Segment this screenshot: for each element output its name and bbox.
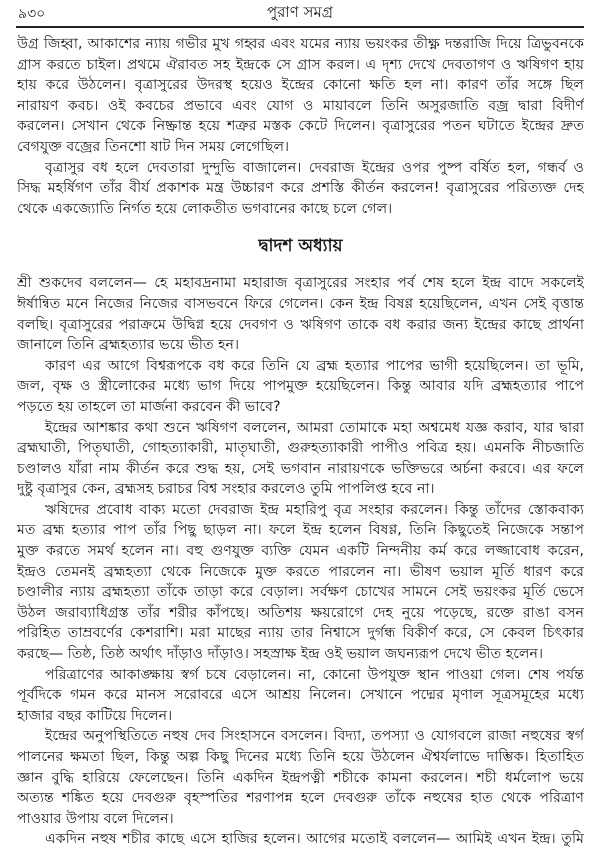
text-line: একদিন নহুষ শচীর কাছে এসে হাজির হলেন। আগের মতোই বললেন— আমিই এখন ইন্দ্র। তুমি [45,831,584,848]
text-line: ব্রহ্মঘাতী, পিতৃঘাতী, গোহত্যাকারী, মাতৃঘাতী, গুরুহত্যাকারী পাপীও পবিত্র হয়। এমনকি নীচজাতি [17,440,584,457]
text-line: সিদ্ধ মহর্ষিগণ তাঁর বীর্য প্রকাশক মন্ত্র উচ্চারণ করে প্রশস্তি কীর্তন করলেন! বৃত্রাসুরের পরিত্যক্ত দেহ [17,180,584,197]
text-line: হায় করে উঠলেন। বৃত্রাসুরের উদরস্থ হয়েও ইন্দ্রের কোনো ক্ষতি হল না। কারণ তাঁর সঙ্গে ছিল [17,77,584,94]
text-line: পরিত্রাণের আকাঙ্ক্ষায় স্বর্গ চষে বেড়ালেন। না, কোনো উপযুক্ত স্থান পাওয়া গেল। শেষ পর্যন্ত [45,666,584,683]
text-before-heading [17,34,584,219]
text-line: পূর্বদিকে গমন করে মানস সরোবরে এসে আশ্রয় নিলেন। সেখানে পদ্মের মৃণাল সূত্রসমূহের মধ্যে [17,687,584,704]
page-body [17,34,584,850]
text-line: বলছি। বৃত্রাসুরের পরাক্রমে উদ্বিগ্ন হয়ে দেবগণ ও ঋষিগণ তাকে বধ করার জন্য ইন্দ্রের কাছে প্রার্থনা [17,316,584,333]
text-line: উঠল জরাব্যাধিগ্রস্ত তাঁর শরীর কাঁপছে। অতিশয় ক্ষয়রোগে দেহ নুয়ে পড়েছে, রক্তে রাঙা বসন [17,604,584,621]
text-line: করলেন। সেখান থেকে নিষ্ক্রান্ত হয়ে শত্রুর মস্তক কেটে দিলেন। বৃত্রাসুরের পতন ঘটাতে ইন্দ্রের দ্রুত [17,118,584,135]
text-line: চণ্ডালও যাঁরা নাম কীর্তন করে শুদ্ধ হয়, সেই ভগবান নারায়ণকে ভক্তিভরে অর্চনা করবে। এর ফলে [17,460,584,477]
text-line: ইন্দ্রের আশঙ্কার কথা শুনে ঋষিগণ বললেন, আমরা তোমাকে মহা অশ্বমেধ যজ্ঞ করাব, যার দ্বারা [45,419,584,436]
text-after-heading [17,273,584,850]
text-line: কারণ এর আগে বিশ্বরূপকে বধ করে তিনি যে ব্রহ্ম হত্যার পাপের ভাগী হয়েছিলেন। তা ভূমি, [45,357,584,374]
text-line: হাজার বছর কাটিয়ে দিলেন। [17,707,173,724]
text-line: জল, বৃক্ষ ও স্ত্রীলোকের মধ্যে ভাগ দিয়ে পাপমুক্ত হয়েছিলেন। কিন্তু আবার যদি ব্রহ্মহত্যার পাপে [17,378,584,395]
text-line: পালনের ক্ষমতা ছিল, কিন্তু অল্প কিছু দিনের মধ্যে তিনি হয়ে উঠলেন ঐশ্বর্যলাভে দাম্ভিক। হিতাহিত [17,749,584,765]
text-line: চণ্ডালীর ন্যায় ব্রহ্মহত্যা তাঁকে তাড়া করে বেড়াল। সর্বক্ষণ চোখের সামনে সেই ভয়ংকর মূর্তি ভেসে [17,584,584,601]
text-line: বেগযুক্ত বজ্রের তিনশো ষাট দিন সময় লেগেছিল। [17,138,290,155]
page-number: ৯৩০ [18,6,46,22]
text-line: করছে— তিষ্ঠ, তিষ্ঠ অর্থাৎ দাঁড়াও দাঁড়াও। সহস্রাক্ষ ইন্দ্র ওই ভয়াল জঘন্যরূপ দেখে ভীত হলেন। [17,646,544,663]
running-header-title: পুরাণ সমগ্র [266,3,334,21]
text-line: গ্রাস করতে চাইল। প্রথমে ঐরাবত সহ ইন্দ্রকে সে গ্রাস করল। এ দৃশ্য দেখে দেবতাগণ ও ঋষিগণ হায় [17,56,584,73]
chapter-heading: দ্বাদশ অধ্যায় [258,236,343,257]
text-line: দুষ্টু বৃত্রাসুর কেন, ব্রহ্মসহ চরাচর বিশ্ব সংহার করলেও তুমি পাপলিপ্ত হবে না। [17,481,435,498]
header-rule [16,26,584,28]
text-line: শ্রী শুকদেব বললেন— হে মহাবদ্রনামা মহারাজ বৃত্রাসুরের সংহার পর্ব শেষ হলে ইন্দ্র বাদে সকলেই [17,275,584,292]
text-line: জ্ঞান বুদ্ধি হারিয়ে ফেলেছেন। তিনি একদিন ইন্দ্রপত্নী শচীকে কামনা করলেন। শচী ধর্মলোপ ভয়ে [17,769,584,786]
text-line: ইন্দ্রও তেমনই ব্রহ্মহত্যা থেকে নিজেকে মুক্ত করতে পারলেন না। ভীষণ ভয়াল মূর্তি ধারণ করে [17,563,584,580]
text-line: উগ্র জিহ্বা, আকাশের ন্যায় গভীর মুখ গহ্বর এবং যমের ন্যায় ভয়ংকর তীক্ষ্ণ দন্তরাজি দিয়ে ত্রিভুবনকে [17,36,584,52]
text-line: ইন্দ্রের অনুপস্থিতিতে নহুষ দেব সিংহাসনে বসলেন। বিদ্যা, তপস্যা ও যোগবলে রাজা নহুষের স্বর্গ [45,728,584,745]
text-line: নারায়ণ কবচ। ওই কবচের প্রভাবে এবং যোগ ও মায়াবলে তিনি অসুরজাতি বজ্র দ্বারা বিদীর্ণ [17,97,584,114]
text-line: বৃত্রাসুর বধ হলে দেবতারা দুন্দুভি বাজালেন। দেবরাজ ইন্দ্রের ওপর পুষ্প বর্ষিত হল, গন্ধর্ব ও [45,159,584,176]
text-line: মুক্ত করতে সমর্থ হলেন না। বহু গুণযুক্ত ব্যক্তি যেমন একটি নিন্দনীয় কর্ম করে লজ্জাবোধ করেন, [17,543,584,560]
text-line: পরিহিত তাম্রবর্ণের কেশরাশি। মরা মাছের ন্যায় তার নিশ্বাসে দুর্গন্ধ বিকীর্ণ করে, সে কেবল চিৎকার [17,625,584,642]
text-line: পাওয়ার উপায় বলে দিলেন। [17,810,174,827]
text-line: জানালে তিনি ব্রহ্মহত্যার ভয়ে ভীত হন। [17,337,240,354]
text-line: পড়তে হয় তাহলে তা মার্জনা করবেন কী ভাবে? [17,398,281,415]
text-line: থেকে একজ্যোতি নির্গত হয়ে লোকতীত ভগবানের কাছে চলে গেল। [17,200,393,217]
text-line: অত্যন্ত শঙ্কিত হয়ে দেবগুরু বৃহস্পতির শরণাপন্ন হলে দেবগুরু তাঁকে নহুষের হাত থেকে পরিত্রাণ [17,790,584,807]
text-line: মত ব্রহ্ম হত্যার পাপ তাঁর পিছু ছাড়ল না। ফলে ইন্দ্র হলেন বিষণ্ণ, তিনি কিছুতেই নিজেকে সন্তাপ [17,522,584,539]
text-line: ঋষিদের প্রবোধ বাক্য মতো দেবরাজ ইন্দ্র মহারিপু বৃত্র সংহার করলেন। কিন্তু তাঁদের স্তোকবাক্য [45,501,584,518]
text-line: ঈর্ষান্বিত মনে নিজের নিজের বাসভবনে ফিরে গেলেন। কেন ইন্দ্র বিষণ্ণ হয়েছিলেন, এখন সেই বৃত্তান্ত [17,295,584,312]
